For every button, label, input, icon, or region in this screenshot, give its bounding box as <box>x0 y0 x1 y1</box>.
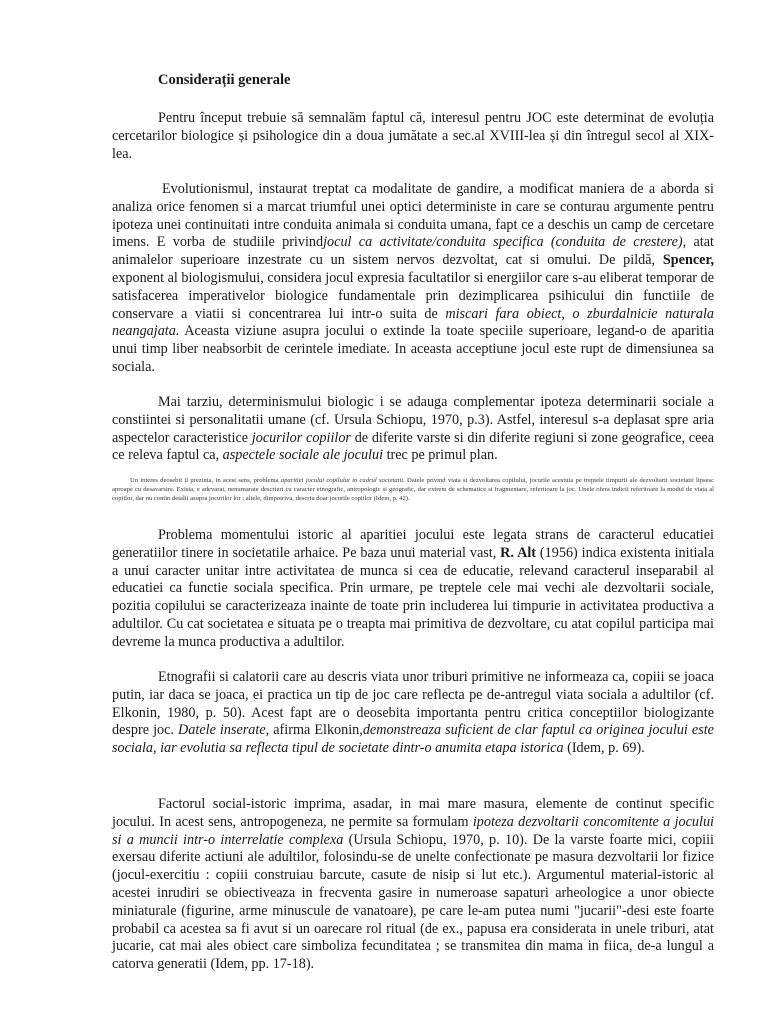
text-run: Aceasta viziune asupra jocului o extinde la toate speciile superioare, legand-o de aparitia unui timp liber neabsorbit de cerintele imediate. In aceasta acceptiune jocul este rupt de dimensiunea sa sociala. <box>112 323 714 375</box>
paragraph-social-historical-factor <box>112 796 714 974</box>
text-run: Problema momentului istoric al aparitiei jocului este legata strans de caracterul educatiei generatiilor tinere in societatile arhaice. Pe baza unui material vast, <box>112 527 714 561</box>
text-run: Un interes deosebit il prezinta, in acest sens, problema <box>130 477 281 484</box>
bold-name: R. Alt <box>500 544 537 561</box>
paragraph-social-determinism <box>112 394 714 465</box>
paragraph-evolutionism <box>112 181 714 377</box>
text-run: Mai tarziu, determinismului biologic i se adauga complementar ipoteza determinarii sociale a constiintei si personalitatii umane (cf. Ursula Schiopu, 1970, p.3). Astfel, interesul s-a deplasat spre aria aspectelor caracteristice <box>112 394 714 446</box>
paragraph-intro: Pentru început trebuie să semnalăm faptul că, interesul pentru JOC este determinat de evoluția cercetarilor biologice și psihologice din a doua jumătate a sec.al XVIII-lea și din întregul secol al XIX-lea. <box>112 110 714 162</box>
italic-phrase: miscari fara obiect, o zburdalnicie naturala neangajata. <box>112 305 715 340</box>
italic-phrase: jocul ca activitate/conduita specifica (conduita de crestere), <box>323 234 687 251</box>
italic-phrase: aspectele sociale ale jocului <box>222 447 384 464</box>
text-run: atat animalelor superioare inzestrate cu un sistem nervos dezvoltat, cat si omului. De pildă, <box>112 234 714 269</box>
paragraph-ethnographers <box>112 669 714 758</box>
italic-phrase: aparitiei jocului copilului in cadrul societatii. <box>280 477 405 484</box>
section-heading: Considerații generale <box>158 72 291 88</box>
text-run: (Idem, p. 69). <box>563 740 645 757</box>
text-run: (1956) indica existenta initiala a unui caracter unitar intre activitatea de munca si cea de educatie, relevand caracterul inseparabil al educatiei ca functie sociala specifica. Prin urmare, pe treptele cele mai vechi ale dezvoltarii sociale, pozitia copilului se caracterizeaza inainte de toate prin includerea lui timpurie in activitatea productiva a adultilor. Cu cat societatea e situata pe o treapta mai primitiva de dezvoltare, cu atat copilul participa mai devreme la munca productiva a adultilor. <box>112 544 714 650</box>
italic-phrase: jocurilor copiilor <box>251 429 351 446</box>
bold-name: Spencer, <box>662 252 714 269</box>
text-run: Etnografii si calatorii care au descris viata unor triburi primitive ne informeaza ca, copiii se joaca putin, iar daca se joaca, ei practica un tip de joc care reflecta pe de-antregul viata sociala a adultilor (cf. Elkonin, 1980, p. 50). Acest fapt are o deosebita importanta pentru critica conceptiilor biologizante despre joc. <box>112 669 714 739</box>
text-run: Datele privind viata si dezvoltarea copilului, jocurile acestuia pe treptele timpurii ale dezvoltarii societatii lipsesc aproape cu desavarsire. Exista, e adevarat, nenumarate descrieri cu caracter etnografic, antropologic si geografic, dar extrem de schematice si fragmentare, referitoare la joc. Unele ofera indicii referitoare la modul de viata al copiilor, dar nu contin detalii asupra jocurilor lor ; altele, dimpotriva, descriu doar jocurile copiilor (Idem, p. 42). <box>112 477 715 502</box>
italic-phrase: ipoteza dezvoltarii concomitente a jocului si a muncii intr-o interrelatie complexa <box>112 813 714 848</box>
italic-phrase: Datele inserate <box>178 722 266 739</box>
text-run: Evolutionismul, instaurat treptat ca modalitate de gandire, a modificat maniera de a aborda si analiza orice fenomen si a marcat triumful unei optici deterministe in care se conturau argumente pentru ipoteza unei continuitati intre conduita animala si conduita umana, fapt ce a deschis un camp de cercetare imens. E vorba de studiile privind <box>112 181 714 251</box>
text-run: de diferite varste si din diferite regiuni si zone geografice, ceea ce releva faptul ca, <box>112 429 715 464</box>
text-run: exponent al biologismului, considera jocul expresia facultatilor si energiilor care s-au eliberat temporar de satisfacerea imperativelor biologice fundamentale prin dezimplicarea psihicului din functiile de conservare a viatii si concentrarea lui intr-o suita de <box>112 269 714 322</box>
footnote-block <box>112 476 714 503</box>
text-run: (Ursula Schiopu, 1970, p. 10). De la varste foarte mici, copiii exersau diferite actiuni ale adultilor, folosindu-se de unelte confectionate pe masura dezvoltarii lor fizice (jocul-exercitiu : copiii construiau barcute, casute de nisip si lut etc.). Argumentul material-istoric al acestei inrudiri se obiectiveaza in frecventa gasire in numeroase sapaturi arheologice a unor obiecte miniaturale (figurine, arme minuscule de vanatoare), pe care le-am putea numi "jucarii"-desi este foarte probabil ca acestea sa fi avut si un oarecare rol ritual (de ex., papusa era considerata in unele triburi, atat jucarie, cat mai ales obiect care simboliza fecunditatea ; se transmitea din mama in fiica, de-a lungul a catorva generatii (Idem, pp. 17-18). <box>112 831 714 973</box>
text-run: , afirma Elkonin, <box>265 722 363 739</box>
paragraph-historical-moment <box>112 527 714 652</box>
text-run: trec pe primul plan. <box>383 447 498 464</box>
text-run: Factorul social-istoric imprima, asadar, in mai mare masura, elemente de continut specific jocului. In acest sens, antropogeneza, ne permite sa formulam <box>112 796 714 830</box>
italic-phrase: demonstreaza suficient de clar faptul ca originea jocului este sociala, iar evolutia sa reflecta tipul de societate dintr-o anumita etapa istorica <box>112 722 714 757</box>
